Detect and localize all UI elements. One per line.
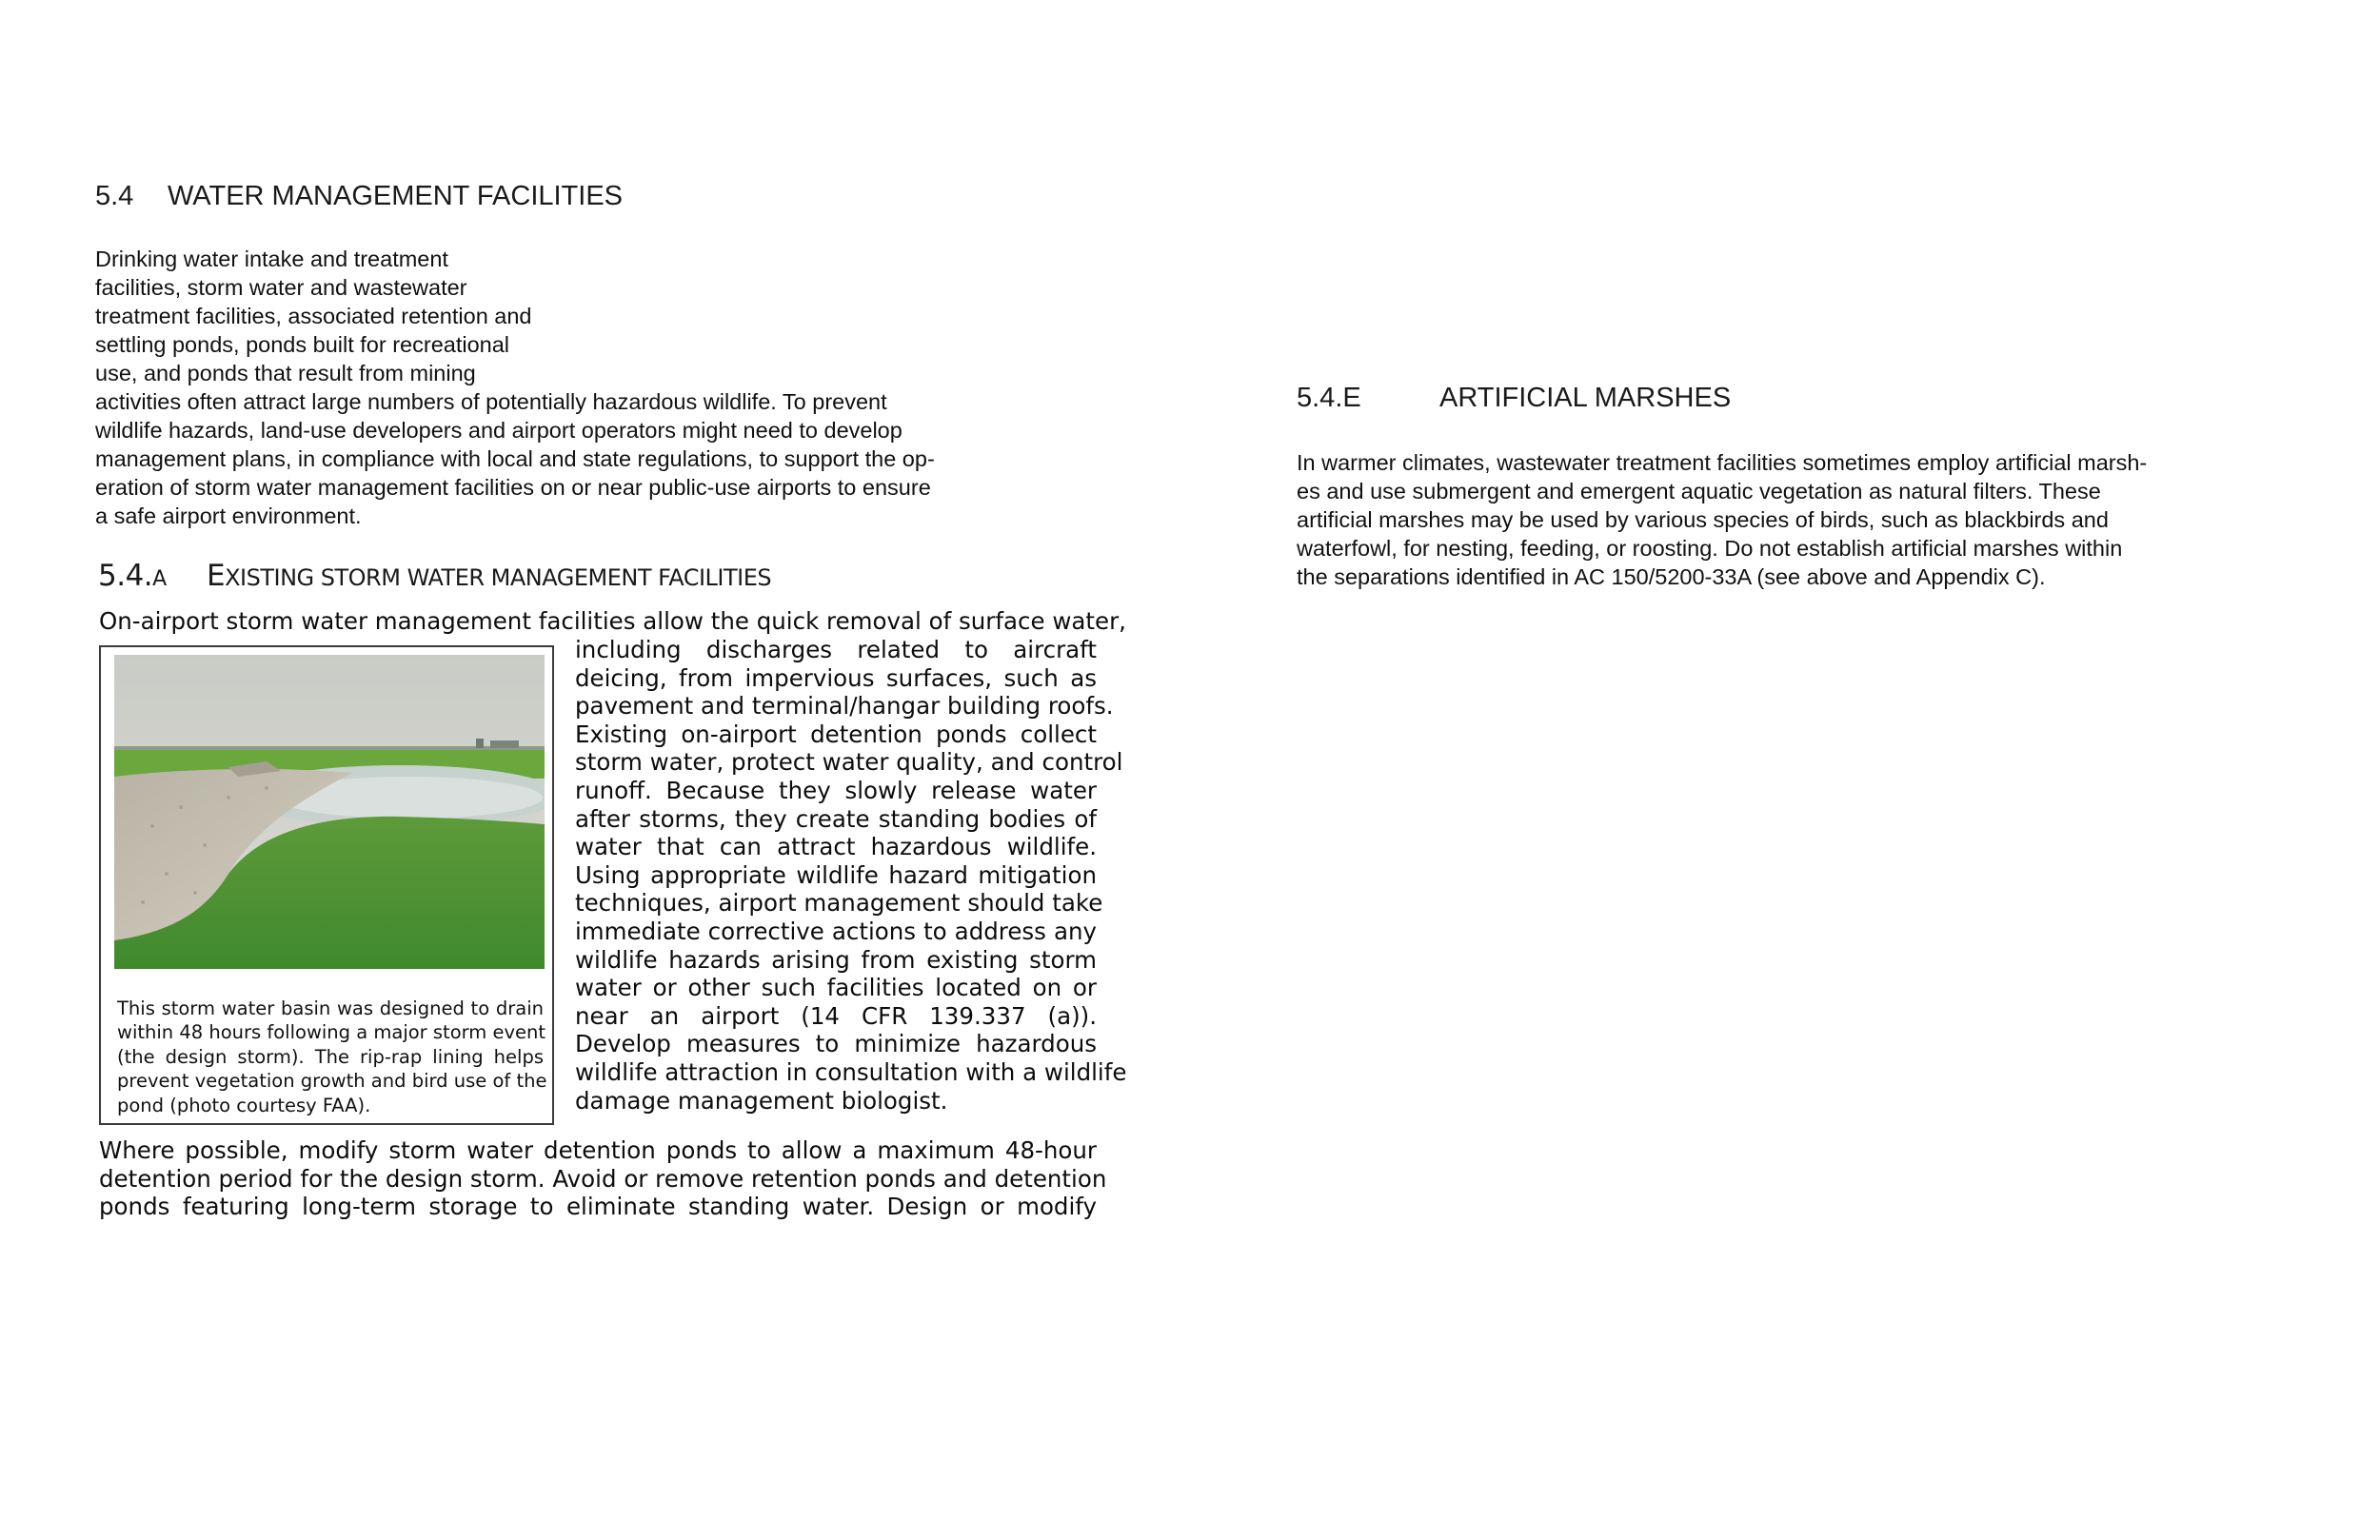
scan-text-line: wildlife hazards arising from existing storm: [575, 946, 1097, 974]
figure-caption-line: (the design storm). The rip-rap lining helps: [117, 1046, 544, 1068]
scan-text-line: Where possible, modify storm water detention ponds to allow a maximum 48-hour: [99, 1136, 1097, 1164]
scan-text-line: near an airport (14 CFR 139.337 (a)).: [575, 1002, 1097, 1030]
paragraph-line: es and use submergent and emergent aquatic vegetation as natural filters. These: [1297, 479, 2101, 503]
scan-text-line: storm water, protect water quality, and control: [575, 748, 1123, 776]
scan-text-line: runoff. Because they slowly release water: [575, 777, 1097, 804]
paragraph-line: use, and ponds that result from mining: [95, 361, 476, 385]
section-5-4-a-heading: [98, 559, 771, 593]
section-5-4-a-number: [98, 559, 207, 593]
section-5-4-a-number-main: 5.4.: [98, 559, 153, 593]
scan-text-line: deicing, from impervious surfaces, such as: [575, 664, 1097, 692]
scan-text-line: including discharges related to aircraft: [575, 636, 1097, 663]
scan-text-line: Existing on-airport detention ponds collect: [575, 721, 1097, 748]
section-5-4-e-title: ARTIFICIAL MARSHES: [1439, 383, 1732, 413]
scan-text-line: Using appropriate wildlife hazard mitigation: [575, 861, 1097, 889]
scan-text-line: immediate corrective actions to address any: [575, 918, 1097, 945]
scan-text-line: water that can attract hazardous wildlife.: [575, 833, 1097, 860]
paragraph-line: artificial marshes may be used by various species of birds, such as blackbirds and: [1297, 507, 2109, 532]
section-5-4-number: 5.4: [95, 181, 134, 211]
scan-text-line: after storms, they create standing bodies of: [575, 805, 1097, 833]
scan-text-line: Develop measures to minimize hazardous: [575, 1030, 1097, 1057]
paragraph-line: a safe airport environment.: [95, 503, 362, 528]
paragraph-line: treatment facilities, associated retention and: [95, 304, 532, 328]
figure-caption-line: This storm water basin was designed to drain: [117, 997, 544, 1019]
paragraph-line: facilities, storm water and wastewater: [95, 275, 467, 300]
storm-water-basin-photo: [114, 655, 545, 969]
scan-text-line: techniques, airport management should take: [575, 889, 1103, 917]
paragraph-line: the separations identified in AC 150/5200-33A (see above and Appendix C).: [1297, 564, 2046, 589]
section-5-4-a-title-rest: XISTING STORM WATER MANAGEMENT FACILITIES: [225, 564, 772, 591]
section-5-4-title: WATER MANAGEMENT FACILITIES: [168, 181, 624, 211]
figure-caption-line: within 48 hours following a major storm event: [117, 1021, 546, 1043]
section-5-4-e-number: 5.4.E: [1297, 383, 1361, 413]
section-5-4-a-title-cap: E: [207, 559, 226, 593]
section-5-4-a-number-suffix: A: [152, 567, 167, 591]
section-5-4-heading: [95, 181, 623, 212]
scan-text-line: detention period for the design storm. Avoid or remove retention ponds and detention: [99, 1165, 1107, 1193]
paragraph-line: settling ponds, ponds built for recreational: [95, 332, 510, 357]
scan-text-line: water or other such facilities located on or: [575, 974, 1097, 1001]
paragraph-line: eration of storm water management facilities on or near public-use airports to ensure: [95, 475, 931, 500]
paragraph-line: wildlife hazards, land-use developers and airport operators might need to develop: [95, 418, 902, 443]
figure-caption-line: prevent vegetation growth and bird use of the: [117, 1070, 547, 1092]
figure-caption-line: pond (photo courtesy FAA).: [117, 1095, 371, 1116]
scan-text-line: pavement and terminal/hangar building roofs.: [575, 692, 1114, 720]
scan-text-line: wildlife attraction in consultation with a wildlife: [575, 1058, 1127, 1086]
paragraph-line: Drinking water intake and treatment: [95, 247, 448, 271]
paragraph-line: waterfowl, for nesting, feeding, or roosting. Do not establish artificial marshes within: [1297, 536, 2123, 561]
paragraph-line: activities often attract large numbers of potentially hazardous wildlife. To prevent: [95, 389, 887, 414]
paragraph-line: In warmer climates, wastewater treatment facilities sometimes employ artificial marsh-: [1297, 450, 2148, 475]
scan-text-line: ponds featuring long-term storage to eliminate standing water. Design or modify: [99, 1193, 1097, 1220]
paragraph-line: management plans, in compliance with local and state regulations, to support the op-: [95, 446, 935, 471]
scan-text-line: On-airport storm water management facilities allow the quick removal of surface water,: [99, 607, 1126, 635]
scan-text-line: damage management biologist.: [575, 1087, 948, 1115]
